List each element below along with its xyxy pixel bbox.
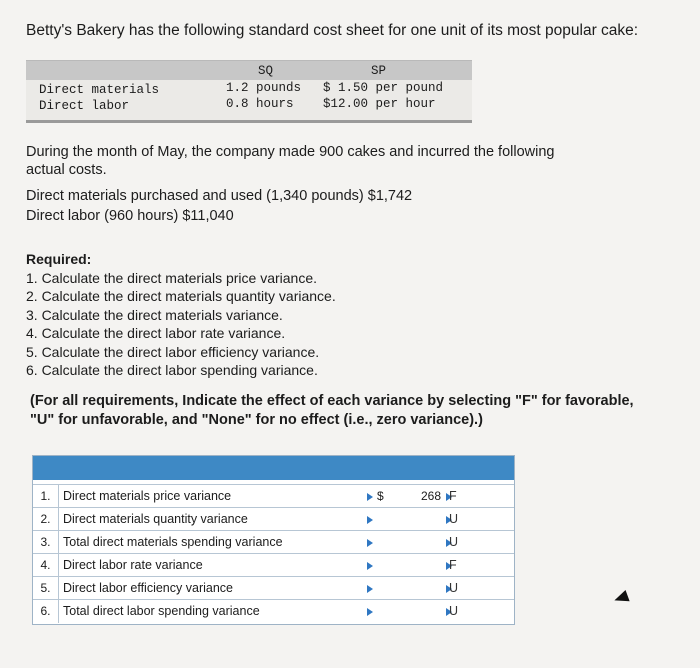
required-item-2: 2. Calculate the direct materials quantity variance. (26, 288, 336, 304)
amount-dropdown-arrow-icon[interactable] (367, 539, 373, 547)
table-row (33, 576, 514, 600)
header-sp: SP (371, 64, 387, 78)
row-label: Direct labor efficiency variance (63, 581, 233, 595)
table-row (33, 553, 514, 577)
amount-dropdown-arrow-icon[interactable] (367, 516, 373, 524)
required-item-1: 1. Calculate the direct materials price variance. (26, 269, 318, 286)
standard-cost-sheet (26, 60, 472, 123)
effect-select[interactable]: U (449, 604, 459, 618)
header-sq: SQ (258, 64, 274, 78)
row-label: Direct materials quantity variance (63, 512, 248, 526)
effect-select[interactable]: U (449, 535, 459, 549)
row-number: 5. (33, 577, 59, 600)
mouse-pointer-icon (612, 590, 629, 606)
table-row (33, 599, 514, 623)
required-item-4: 4. Calculate the direct labor rate variance. (26, 325, 286, 341)
row-number: 1. (33, 485, 59, 508)
amount-input[interactable]: 268 (421, 489, 442, 503)
row-number: 3. (33, 531, 59, 554)
required-item-6: 6. Calculate the direct labor spending variance. (26, 362, 318, 378)
row-number: 2. (33, 508, 59, 531)
row-label-labor: Direct labor (39, 99, 130, 113)
row-label: Total direct materials spending variance (63, 535, 283, 549)
answer-table-header (33, 456, 514, 480)
actuals-line-2: actual costs. (26, 162, 107, 178)
cost-sheet-header (26, 61, 472, 80)
problem-intro: Betty's Bakery has the following standard cost sheet for one unit of its most popular cake: (26, 22, 639, 39)
answer-table (32, 455, 515, 625)
required-title: Required: (26, 251, 92, 267)
required-item-3: 3. Calculate the direct materials variance. (26, 306, 283, 323)
row-label-materials: Direct materials (39, 83, 160, 97)
required-item-5: 5. Calculate the direct labor efficiency variance. (26, 343, 320, 360)
row-label: Direct labor rate variance (63, 558, 203, 572)
actuals-line-3: Direct materials purchased and used (1,340 pounds) $1,742 (26, 188, 413, 204)
table-row (33, 530, 514, 554)
amount-dropdown-arrow-icon[interactable] (367, 562, 373, 570)
row-label: Total direct labor spending variance (63, 604, 260, 618)
amount-dropdown-arrow-icon[interactable] (367, 585, 373, 593)
instructions-note: (For all requirements, Indicate the effect of each variance by selecting "F" for favorable, "U" for unfavorable, and "None" for no effect (i.e., zero variance).) (30, 393, 634, 428)
cost-sheet-divider (26, 120, 472, 123)
currency-symbol: $ (377, 489, 384, 503)
effect-select[interactable]: F (449, 489, 457, 503)
row-sq-materials: 1.2 pounds (226, 81, 302, 95)
actuals-line-4: Direct labor (960 hours) $11,040 (26, 208, 234, 224)
effect-select[interactable]: U (449, 512, 459, 526)
effect-select[interactable]: F (449, 558, 457, 572)
row-label: Direct materials price variance (63, 489, 232, 503)
effect-select[interactable]: U (449, 581, 459, 595)
row-number: 6. (33, 600, 59, 623)
table-row (33, 484, 514, 508)
required-section (26, 250, 336, 380)
table-row (33, 507, 514, 531)
row-number: 4. (33, 554, 59, 577)
row-sp-labor: $12.00 per hour (323, 97, 436, 111)
actuals-line-1: During the month of May, the company made 900 cakes and incurred the following (26, 144, 555, 160)
amount-dropdown-arrow-icon[interactable] (367, 493, 373, 501)
row-sq-labor: 0.8 hours (226, 97, 294, 111)
row-sp-materials: $ 1.50 per pound (323, 81, 444, 95)
amount-dropdown-arrow-icon[interactable] (367, 608, 373, 616)
